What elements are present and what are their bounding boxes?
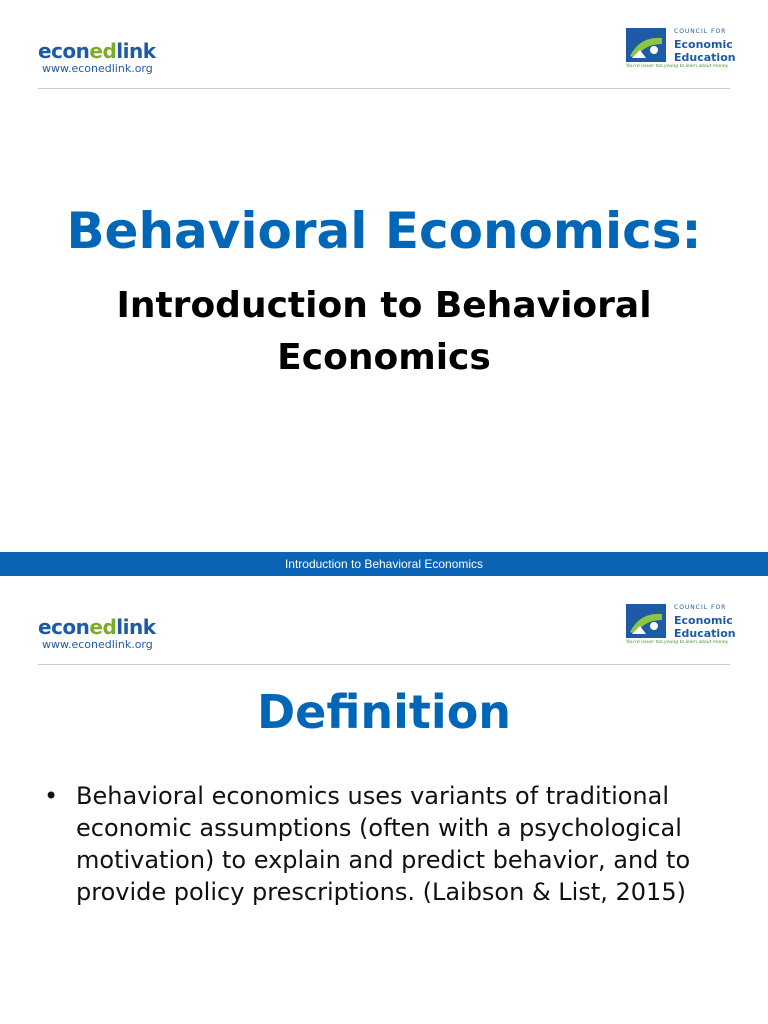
econ-part2: ed <box>89 39 117 63</box>
cee-council-for: COUNCIL FOR <box>674 604 727 611</box>
bullet-dot-icon: • <box>44 782 59 810</box>
footer-text: Introduction to Behavioral Economics <box>284 557 484 571</box>
cee-logo <box>626 604 738 646</box>
cee-tagline: You're never too young to learn about money <box>626 640 729 645</box>
econ-part1: econ <box>38 39 90 63</box>
econedlink-url: www.econedlink.org <box>42 638 153 651</box>
econedlink-wordmark <box>38 616 156 638</box>
econedlink-logo <box>38 40 156 75</box>
bullet-text: Behavioral economics uses variants of traditional economic assumptions (often with a psychological motivation) to explain and predict behavior, and to provide policy prescriptions. (Laibson & List, 2015) <box>76 782 691 906</box>
slide-1-footer <box>0 552 768 576</box>
header-divider <box>38 664 730 665</box>
econ-part2: ed <box>89 615 117 639</box>
econedlink-wordmark <box>38 40 156 62</box>
bullet-item <box>44 780 744 908</box>
header-divider <box>38 88 730 89</box>
cee-emblem-icon <box>626 604 666 638</box>
cee-logo <box>626 28 738 70</box>
econ-part1: econ <box>38 615 90 639</box>
cee-emblem-icon <box>626 28 666 62</box>
slide-1-title: Behavioral Economics: <box>66 202 702 260</box>
cee-council-for: COUNCIL FOR <box>674 28 727 35</box>
cee-education: Education <box>674 51 736 64</box>
cee-economic: Economic <box>674 38 733 51</box>
bullet-list <box>44 780 744 908</box>
econ-part3: link <box>116 39 156 63</box>
econedlink-logo <box>38 616 156 651</box>
econedlink-url: www.econedlink.org <box>42 62 153 75</box>
slide-2-title: Definition <box>256 685 512 739</box>
cee-education: Education <box>674 627 736 640</box>
slide-2 <box>0 576 768 1024</box>
slide-1-subtitle: Introduction to Behavioral Economics <box>116 285 652 378</box>
econ-part3: link <box>116 615 156 639</box>
cee-tagline: You're never too young to learn about money <box>626 64 729 69</box>
cee-economic: Economic <box>674 614 733 627</box>
